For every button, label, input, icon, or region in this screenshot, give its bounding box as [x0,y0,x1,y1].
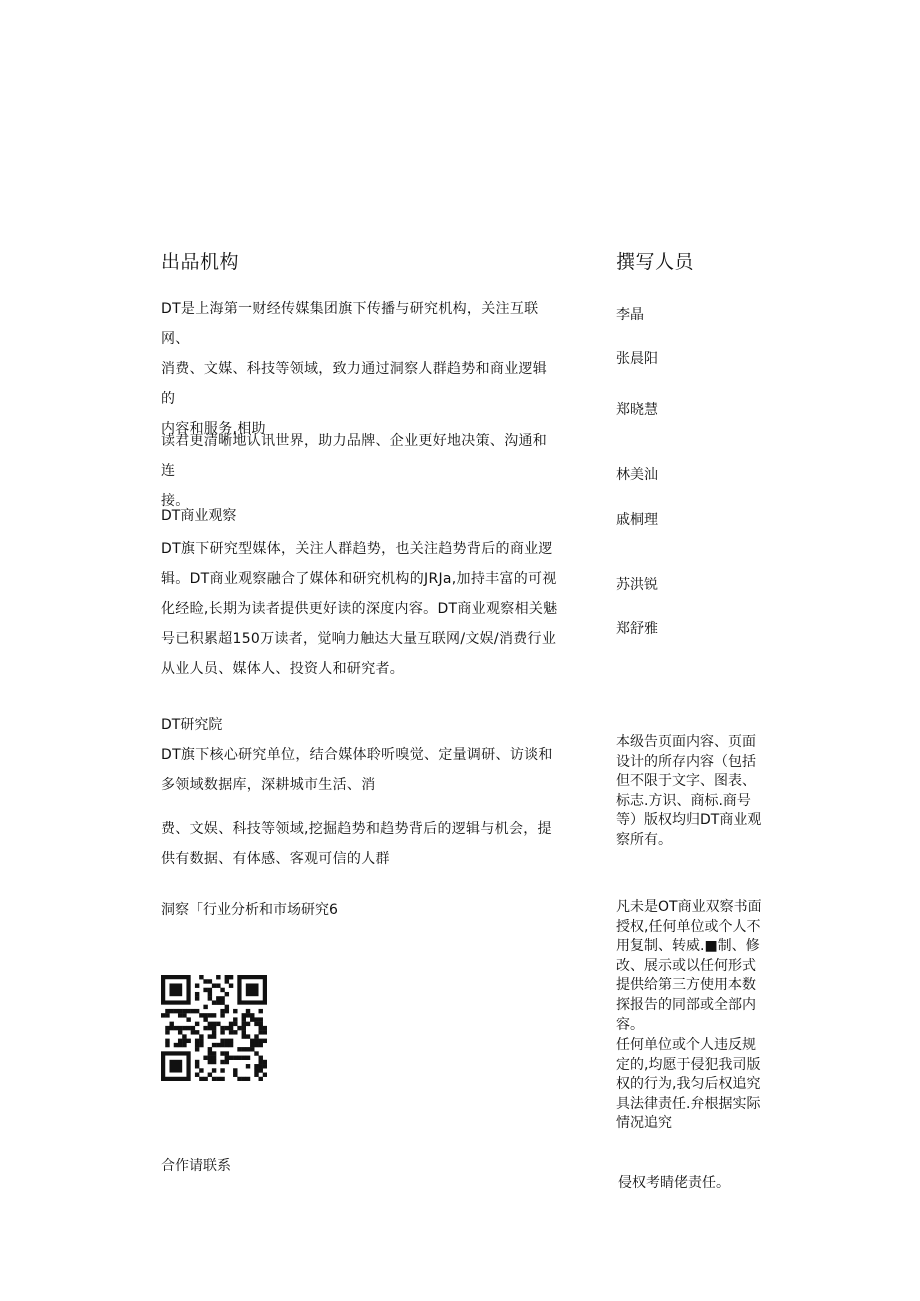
intro-line: 消费、文媒、科技等领域，致力通过洞察人群趋势和商业逻辑的 [161,361,548,407]
dt-biz-line: DT旗下研究型媒体，关注人群趋势，也关注趋势背后的商业逻 [161,541,553,557]
qr-code-icon [161,975,267,1081]
dt-institute-tail: 洞察「行业分析和市场研究6 [161,902,338,918]
dt-biz-line: 辑。DT商业观察融合了媒体和研究机构的JRJa,加持丰富的可视 [161,571,557,587]
infringement-tail: 侵权考睛佬责任。 [618,1175,730,1191]
intro-paragraph [161,294,561,444]
dt-institute-line: DT旗下核心研究单位，结合媒体聆听嗅觉、定量调研、访谈和 [161,747,553,763]
dt-biz-line: 号已积累超150万读者，觉响力触达大量互联网/文娱/消费行业 [161,631,557,647]
writer-name: 张晨阳 [616,351,658,367]
writer-name: 郑晓慧 [616,402,658,418]
writer-name: 李晶 [616,307,644,323]
intro-paragraph-2 [161,426,561,516]
writer-name: 林美汕 [616,467,658,483]
writer-name: 郑舒雅 [616,621,658,637]
org-heading: 出品机构 [161,251,240,273]
intro2-line: 读君更清晰地认讯世界，助力品牌、企业更好地决策、沟通和连 [161,433,548,479]
dt-institute-paragraph [161,740,561,800]
copyright-notice: 本级告页面内容、页面设计的所存内容（包括但不限于文字、图表、标志.方识、商标.商号等）版权均归DT商业观察所有。 [616,734,762,848]
dt-institute-line: 多领域数据库，深耕城市生活、消 [161,777,376,793]
dt-biz-paragraph [161,534,561,684]
intro2-line: 接。 [161,493,190,509]
authorization-notice: 凡未是OT商业双察书面授权,任何单位或个人不用复制、转威.■制、修改、展示或以任何形式提供给第三方使用本数探报告的同部或全部内容。 [616,899,762,1033]
writer-name: 戚桐理 [616,512,658,528]
dt-biz-line: 化经睑,长期为读者提供更好读的深度内容。DT商业观察相关魅 [161,601,558,617]
writer-name: 苏洪锐 [616,577,658,593]
dt-biz-title: DT商业观察 [161,508,237,524]
infringement-notice: 任何单位或个人违反规定的,均愿于侵犯我司版权的行为,我匀后权追究具法律责任.弁根据实际情况追究 [616,1037,761,1132]
writers-heading: 撰写人员 [616,251,695,273]
dt-biz-line: 从业人员、媒体人、投资人和研究者。 [161,661,405,677]
dt-institute-line: 供有数据、有体感、客观可信的人群 [161,851,390,867]
dt-institute-title: DT研究院 [161,717,223,733]
intro-line: 内容和服务,相助 [161,421,266,437]
dt-institute-line: 费、文娱、科技等领域,挖掘趋势和趋势背后的逻辑与机会，提 [161,821,552,837]
dt-institute-paragraph-2 [161,814,561,874]
contact-label: 合作请联系 [161,1158,231,1174]
intro-line: DT是上海第一财经传媒集团旗下传播与研究机构，关注互联网、 [161,301,539,347]
